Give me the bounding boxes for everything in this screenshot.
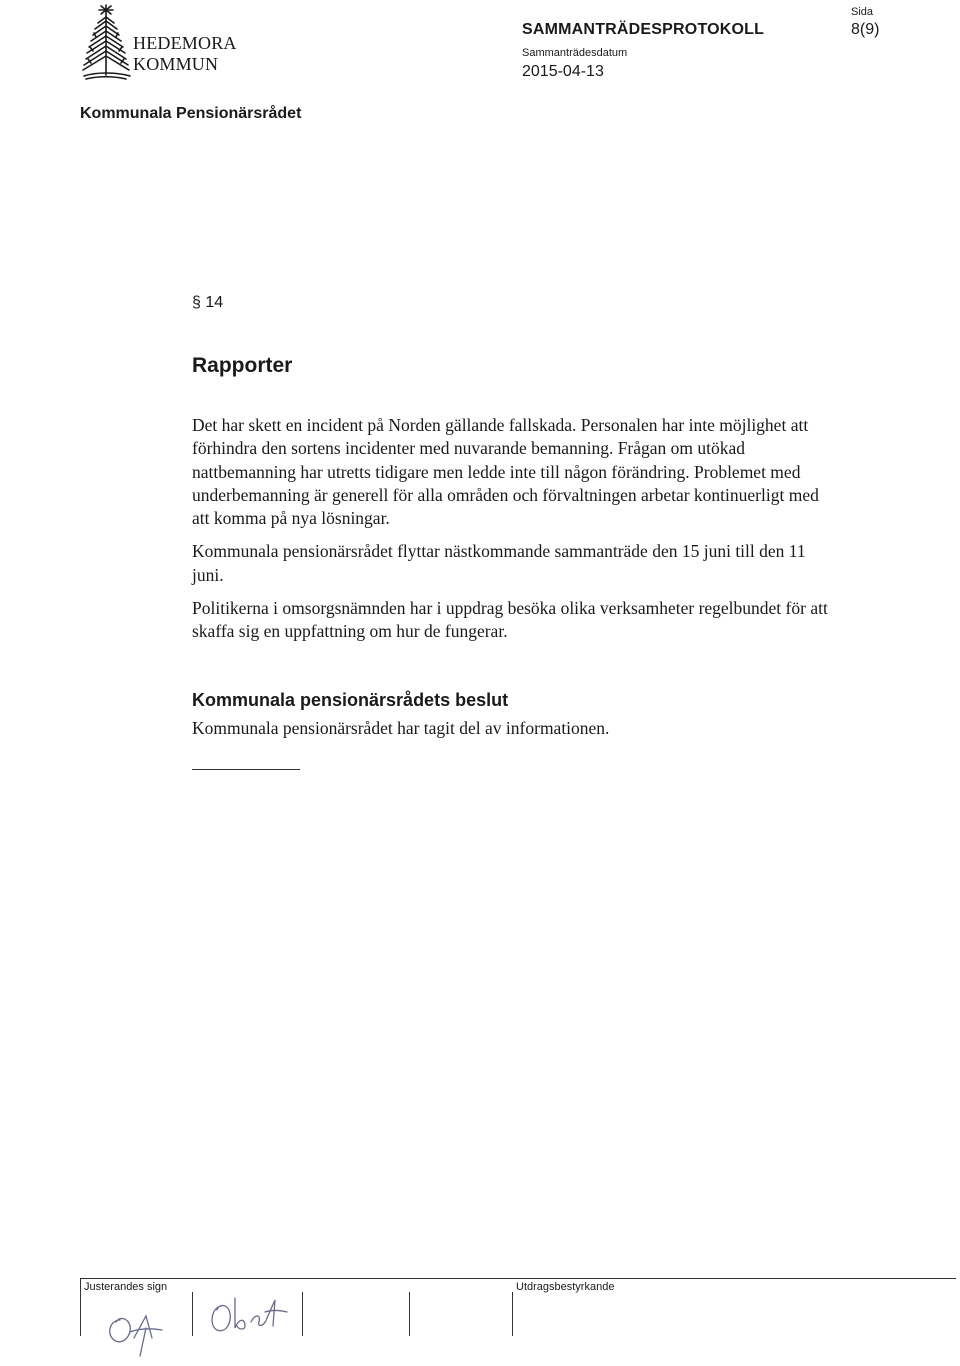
decision-heading: Kommunala pensionärsrådets beslut [192, 690, 509, 710]
signature-separator [409, 1292, 410, 1336]
report-body [192, 414, 832, 654]
body-paragraph: Kommunala pensionärsrådet flyttar nästkommande sammanträde den 15 juni till den 11 juni. [192, 541, 806, 585]
logo-line-2: KOMMUN [133, 54, 219, 74]
signature-separator [512, 1292, 513, 1336]
logo-line-1: HEDEMORA [133, 33, 237, 53]
section-heading: Rapporter [192, 354, 293, 377]
extract-certification-label: Utdragsbestyrkande [516, 1281, 615, 1293]
committee-name: Kommunala Pensionärsrådet [80, 105, 302, 122]
signature-separator [192, 1292, 193, 1336]
body-paragraph: Det har skett en incident på Norden gällande fallskada. Personalen har inte möjlighet att förhindra den sortens incidenter med nuvarande bemanning. Frågan om utökad nattbemanning har utretts tidigare men ledde inte till någon förändring. Problemet med underbemanning är generell för alla områden och förvaltningen arbetar kontinuerligt med att komma på nya lösningar. [192, 415, 819, 529]
meeting-date: 2015-04-13 [522, 63, 604, 80]
body-paragraph: Politikerna i omsorgsnämnden har i uppdrag besöka olika verksamheter regelbundet för att skaffa sig en uppfattning om hur de fungerar. [192, 598, 828, 642]
footer-rule [80, 1278, 956, 1279]
signature-2-icon [203, 1292, 295, 1340]
paragraph-number: § 14 [192, 294, 224, 311]
document-type: SAMMANTRÄDESPROTOKOLL [522, 21, 765, 38]
page-label: Sida [851, 6, 874, 18]
footer-box-edge [80, 1278, 81, 1336]
decision-text: Kommunala pensionärsrådet har tagit del av informationen. [192, 718, 610, 738]
signature-separator [302, 1292, 303, 1336]
signature-1-icon [100, 1298, 190, 1358]
meeting-date-label: Sammanträdesdatum [522, 47, 628, 59]
adjusters-sign-label: Justerandes sign [84, 1281, 168, 1293]
page-number: 8(9) [851, 21, 880, 38]
end-rule [192, 769, 300, 770]
logo-wordmark [133, 33, 237, 75]
